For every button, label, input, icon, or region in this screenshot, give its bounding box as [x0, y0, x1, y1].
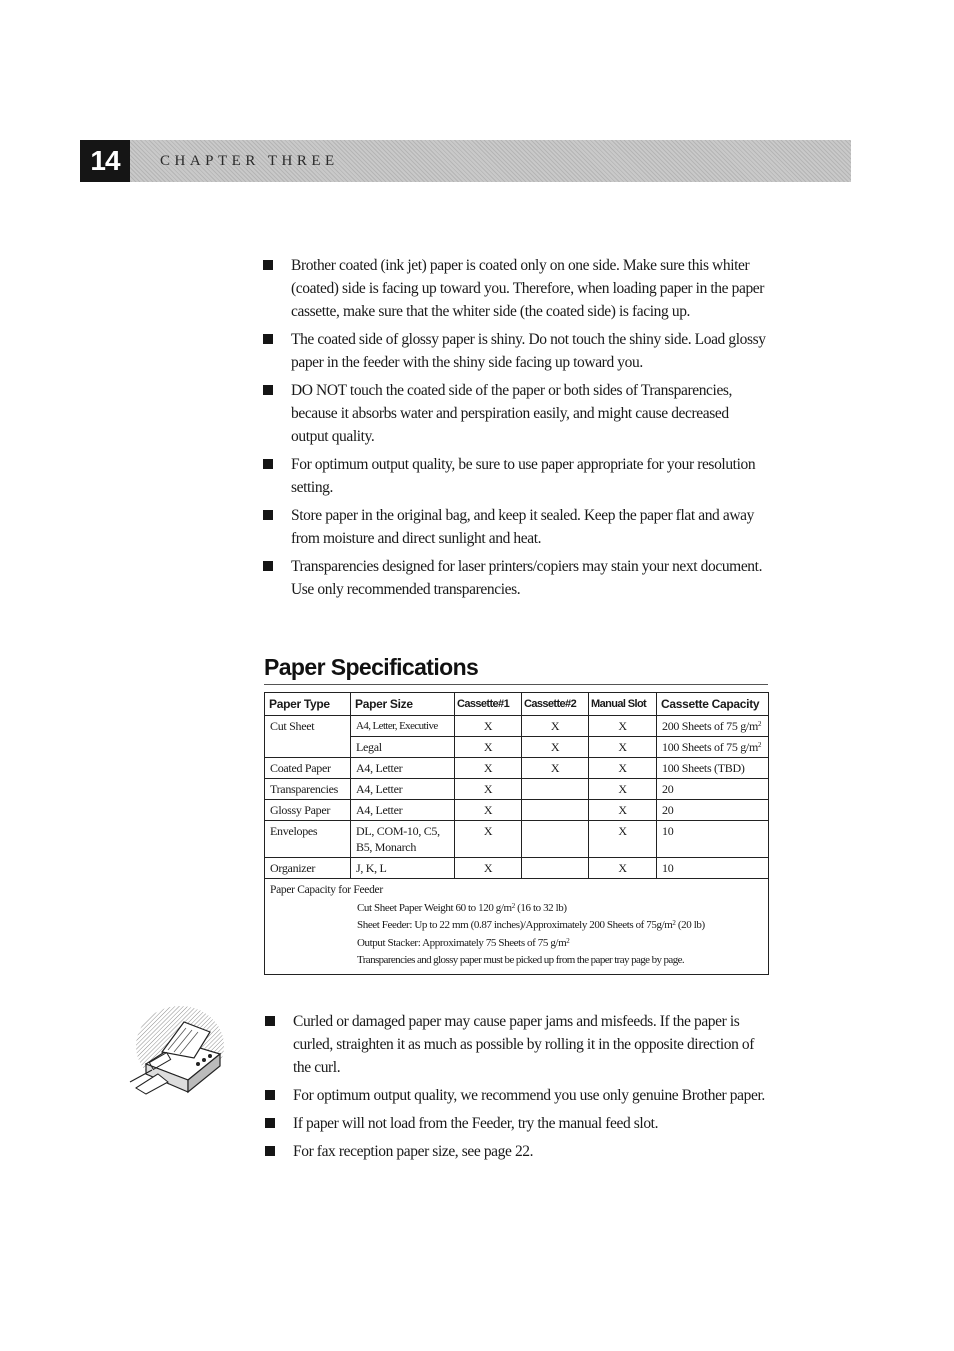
- table-row: [265, 800, 769, 821]
- footer-note: Output Stacker: Approximately 75 Sheets of 75 $g/m^2$: [357, 936, 570, 949]
- table-cell: Envelopes: [265, 821, 351, 858]
- title-divider: [264, 684, 768, 685]
- table-footer-cell: [265, 879, 769, 975]
- table-cell: Transparencies: [265, 779, 351, 800]
- bullet-square-icon: [263, 510, 273, 520]
- list-item: The coated side of glossy paper is shiny. Do not touch the shiny side. Load glossy paper in the feeder with the shiny side facing up toward you.: [263, 328, 768, 374]
- paper-specifications-table: [264, 692, 769, 975]
- bullet-square-icon: [265, 1016, 275, 1026]
- footer-note: Cut Sheet Paper Weight 60 to 120 $g/m^2$ (16 to 32 lb): [357, 901, 567, 914]
- table-cell: 100 Sheets of 75 $g/m^2$: [657, 737, 769, 758]
- table-cell: A4, Letter, Executive: [351, 716, 455, 737]
- table-cell: [265, 737, 351, 758]
- page-number: 14: [80, 140, 130, 182]
- footer-heading: Paper Capacity for Feeder: [270, 884, 383, 896]
- table-row: [265, 779, 769, 800]
- table-cell: X: [522, 716, 589, 737]
- chapter-label: CHAPTER THREE: [160, 153, 339, 169]
- table-cell: X: [589, 758, 657, 779]
- table-cell: Glossy Paper: [265, 800, 351, 821]
- bullet-square-icon: [263, 459, 273, 469]
- table-cell: X: [589, 716, 657, 737]
- table-cell: A4, Letter: [351, 800, 455, 821]
- table-cell: X: [589, 800, 657, 821]
- table-cell: X: [455, 716, 522, 737]
- table-cell: X: [455, 800, 522, 821]
- list-item: DO NOT touch the coated side of the paper or both sides of Transparencies, because it absorbs water and perspiration easily, and might cause decreased output quality.: [263, 379, 768, 448]
- table-cell: X: [589, 737, 657, 758]
- bullet-square-icon: [263, 385, 273, 395]
- table-row: [265, 737, 769, 758]
- table-cell: [522, 821, 589, 858]
- table-footer-row: [265, 879, 769, 975]
- table-cell: X: [455, 758, 522, 779]
- list-item: Store paper in the original bag, and keep it sealed. Keep the paper flat and away from moisture and direct sunlight and heat.: [263, 504, 768, 550]
- bullet-square-icon: [263, 334, 273, 344]
- table-cell: 20: [657, 800, 769, 821]
- table-cell: 200 Sheets of 75 $g/m^2$: [657, 716, 769, 737]
- table-cell: [522, 779, 589, 800]
- table-row: [265, 821, 769, 858]
- bullet-square-icon: [263, 260, 273, 270]
- table-cell: X: [455, 821, 522, 858]
- bottom-bullet-list: [265, 1010, 765, 1168]
- table-cell: 100 Sheets (TBD): [657, 758, 769, 779]
- footer-note: Transparencies and glossy paper must be picked up from the paper tray page by page.: [357, 954, 685, 966]
- table-cell: Coated Paper: [265, 758, 351, 779]
- bullet-square-icon: [263, 561, 273, 571]
- column-header: Paper Size: [351, 693, 455, 716]
- bullet-square-icon: [265, 1090, 275, 1100]
- table-cell: A4, Letter: [351, 758, 455, 779]
- table-cell: [522, 858, 589, 879]
- fax-machine-icon: [128, 1002, 228, 1098]
- column-header: Manual Slot: [589, 693, 657, 716]
- table-row: [265, 858, 769, 879]
- table-cell: X: [522, 737, 589, 758]
- table-cell: 20: [657, 779, 769, 800]
- table-cell: X: [522, 758, 589, 779]
- bullet-square-icon: [265, 1146, 275, 1156]
- list-item: For optimum output quality, we recommend you use only genuine Brother paper.: [265, 1084, 765, 1107]
- top-bullet-list: [263, 254, 768, 606]
- table-cell: X: [455, 779, 522, 800]
- table-cell: A4, Letter: [351, 779, 455, 800]
- table-cell: X: [455, 737, 522, 758]
- section-title: Paper Specifications: [264, 654, 479, 680]
- table-cell: J, K, L: [351, 858, 455, 879]
- table-cell: Legal: [351, 737, 455, 758]
- table-cell: X: [589, 858, 657, 879]
- list-item: Brother coated (ink jet) paper is coated only on one side. Make sure this whiter (coated) side is facing up toward you. Therefore, when loading paper in the paper cassette, make sure that the whiter side (the coated side) is facing up.: [263, 254, 768, 323]
- table-cell: 10: [657, 821, 769, 858]
- footer-note: Sheet Feeder: Up to 22 mm (0.87 inches)/Approximately 200 Sheets of $75g/m^2$ (20 lb): [357, 919, 705, 931]
- column-header: Cassette#2: [522, 693, 589, 716]
- column-header: Paper Type: [265, 693, 351, 716]
- table-row: [265, 758, 769, 779]
- table-cell: X: [589, 821, 657, 858]
- table-cell: Organizer: [265, 858, 351, 879]
- table-header-row: [265, 693, 769, 716]
- list-item: For optimum output quality, be sure to use paper appropriate for your resolution setting.: [263, 453, 768, 499]
- column-header: Cassette Capacity: [657, 693, 769, 716]
- table-row: [265, 716, 769, 737]
- list-item: Transparencies designed for laser printers/copiers may stain your next document. Use only recommended transparencies.: [263, 555, 768, 601]
- bullet-square-icon: [265, 1118, 275, 1128]
- table-cell: DL, COM-10, C5, B5, Monarch: [351, 821, 455, 858]
- table-cell: [522, 800, 589, 821]
- list-item: For fax reception paper size, see page 22.: [265, 1140, 765, 1163]
- list-item: Curled or damaged paper may cause paper jams and misfeeds. If the paper is curled, straighten it as much as possible by rolling it in the opposite direction of the curl.: [265, 1010, 765, 1079]
- table-cell: Cut Sheet: [265, 716, 351, 737]
- table-cell: X: [589, 779, 657, 800]
- column-header: Cassette#1: [455, 693, 522, 716]
- list-item: If paper will not load from the Feeder, try the manual feed slot.: [265, 1112, 765, 1135]
- table-cell: X: [455, 858, 522, 879]
- table-cell: 10: [657, 858, 769, 879]
